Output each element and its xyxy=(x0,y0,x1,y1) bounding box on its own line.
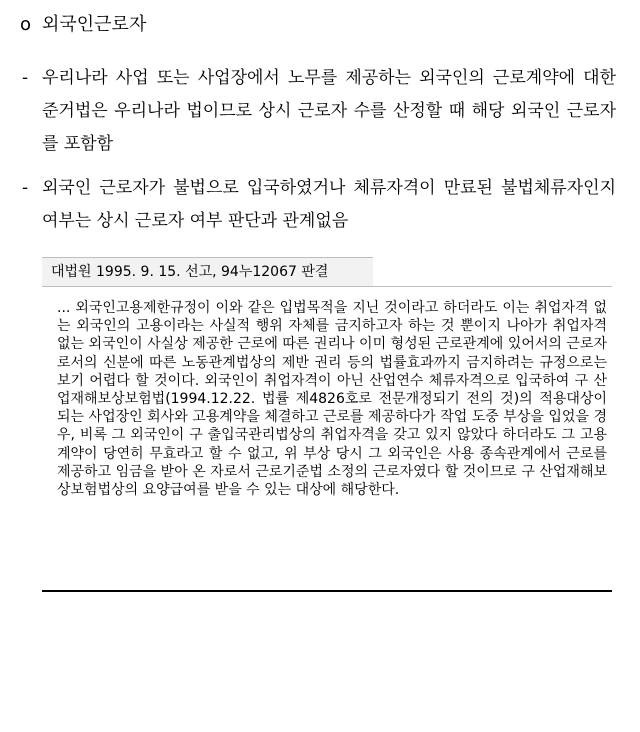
dash-bullet: - xyxy=(22,68,29,88)
section-title: 외국인근로자 xyxy=(42,14,147,35)
list-item-text: 외국인 근로자가 불법으로 입국하였거나 체류자격이 만료된 불법체류자인지 여부는 상시 근로자 여부 판단과 관계없음 xyxy=(42,178,616,231)
circle-bullet: o xyxy=(20,14,32,35)
dash-bullet: - xyxy=(22,178,29,198)
bottom-divider xyxy=(42,590,612,592)
case-citation: 대법원 1995. 9. 15. 선고, 94누12067 판결 xyxy=(42,257,373,287)
list-item xyxy=(22,62,616,161)
list-item xyxy=(22,172,616,238)
case-excerpt: ... 외국인고용제한규정이 이와 같은 입법목적을 지닌 것이라고 하더라도 이는 취업자격 없는 외국인의 고용이라는 사실적 행위 자체를 금지하고자 하는 것 뿐이지 나아가 취업자격 없는 외국인이 사실상 제공한 근로에 따른 권리나 이미 형성된 근로관계에 있어서의 근로자로서의 신분에 따른 노동관계법상의 제반 권리 등의 법률효과까지 금지하려는 규정으로는 보기 어렵다 할 것이다. 외국인이 취업자격이 아닌 산업연수 체류자격으로 입국하여 구 산업재해보상보험법(1994.12.22. 법률 제4826호로 전문개정되기 전의 것)의 적용대상이 되는 사업장인 회사와 고용계약을 체결하고 근로를 제공하다가 작업 도중 부상을 입었을 경우, 비록 그 외국인이 구 출입국관리법상의 취업자격을 갖고 있지 않았다 하더라도 그 고용계약이 당연히 무효라고 할 수 없고, 위 부상 당시 그 외국인은 사용 종속관계에서 근로를 제공하고 임금을 받아 온 자로서 근로기준법 소정의 근로자였다 할 것이므로 구 산업재해보상보험법상의 요양급여를 받을 수 있는 대상에 해당한다. xyxy=(57,300,607,499)
list-item-text: 우리나라 사업 또는 사업장에서 노무를 제공하는 외국인의 근로계약에 대한 준거법은 우리나라 법이므로 상시 근로자 수를 산정할 때 해당 외국인 근로자를 포함함 xyxy=(42,68,616,154)
header-divider xyxy=(42,286,612,287)
section-heading xyxy=(20,10,146,40)
